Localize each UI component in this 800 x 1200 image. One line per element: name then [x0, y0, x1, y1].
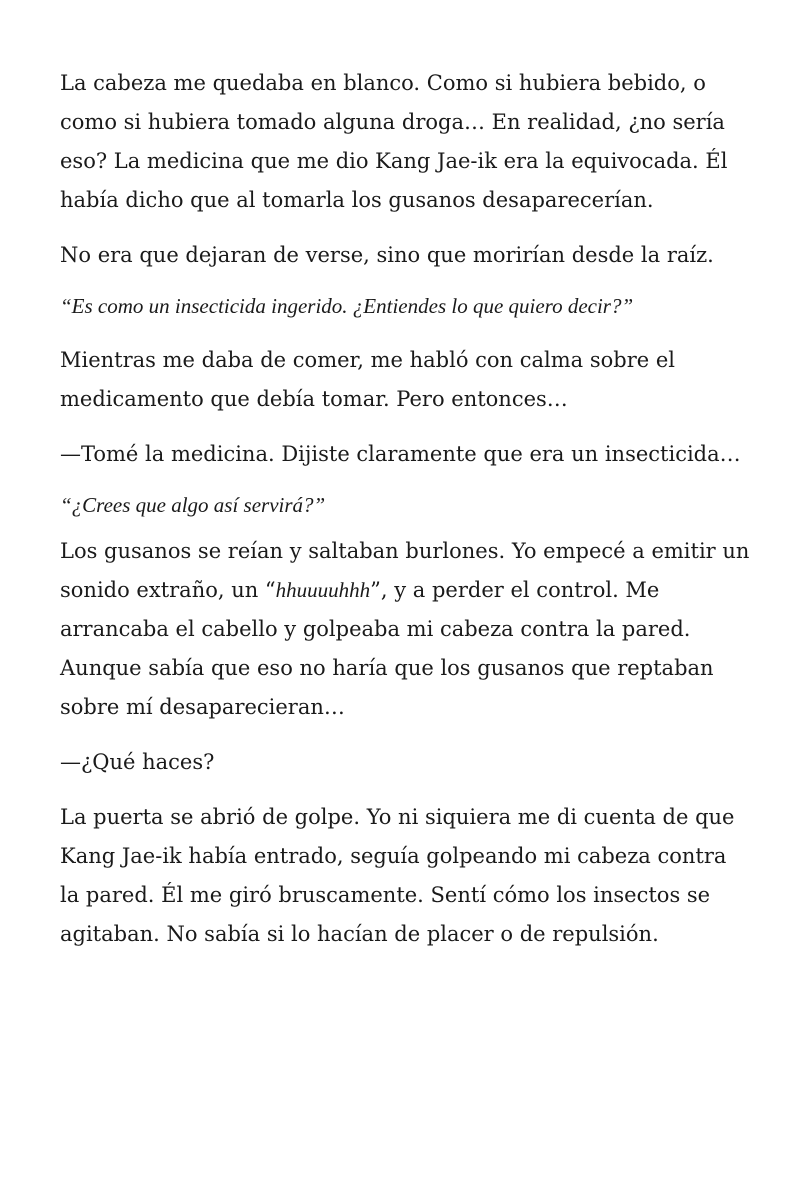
sound-effect-italic: hhuuuuhhh	[275, 578, 371, 602]
paragraph-7: La puerta se abrió de golpe. Yo ni siquiera me di cuenta de que Kang Jae-ik había entrado, seguía golpeando mi cabeza contra la pared. Él me giró bruscamente. Sentí cómo los insectos se agitaban. No sabía si lo hacían de placer o de repulsión.	[60, 805, 735, 946]
paragraph-5-text-end: ”, y a perder el control. Me arrancaba el cabello y golpeaba mi cabeza contra la pared. Aunque sabía que eso no haría que los gusanos que reptaban sobre mí desaparecieran…	[60, 578, 714, 719]
book-page	[60, 64, 750, 970]
dialogue-1: —Tomé la medicina. Dijiste claramente que era un insecticida…	[60, 442, 741, 466]
italic-quote-2: “¿Crees que algo así servirá?”	[60, 493, 326, 517]
paragraph-5-text-start: Los gusanos se reían y saltaban burlones. Yo empecé a emitir un sonido extraño, un “	[60, 539, 750, 602]
paragraph-3: Mientras me daba de comer, me habló con calma sobre el medicamento que debía tomar. Pero entonces…	[60, 348, 676, 411]
paragraph-5	[60, 532, 750, 727]
paragraph-2: No era que dejaran de verse, sino que morirían desde la raíz.	[60, 243, 714, 267]
paragraph-1: La cabeza me quedaba en blanco. Como si hubiera bebido, o como si hubiera tomado alguna droga… En realidad, ¿no sería eso? La medicina que me dio Kang Jae-ik era la equivocada. Él había dicho que al tomarla los gusanos desaparecerían.	[60, 71, 728, 212]
dialogue-2: —¿Qué haces?	[60, 750, 215, 774]
italic-quote-1: “Es como un insecticida ingerido. ¿Entiendes lo que quiero decir?”	[60, 294, 634, 318]
